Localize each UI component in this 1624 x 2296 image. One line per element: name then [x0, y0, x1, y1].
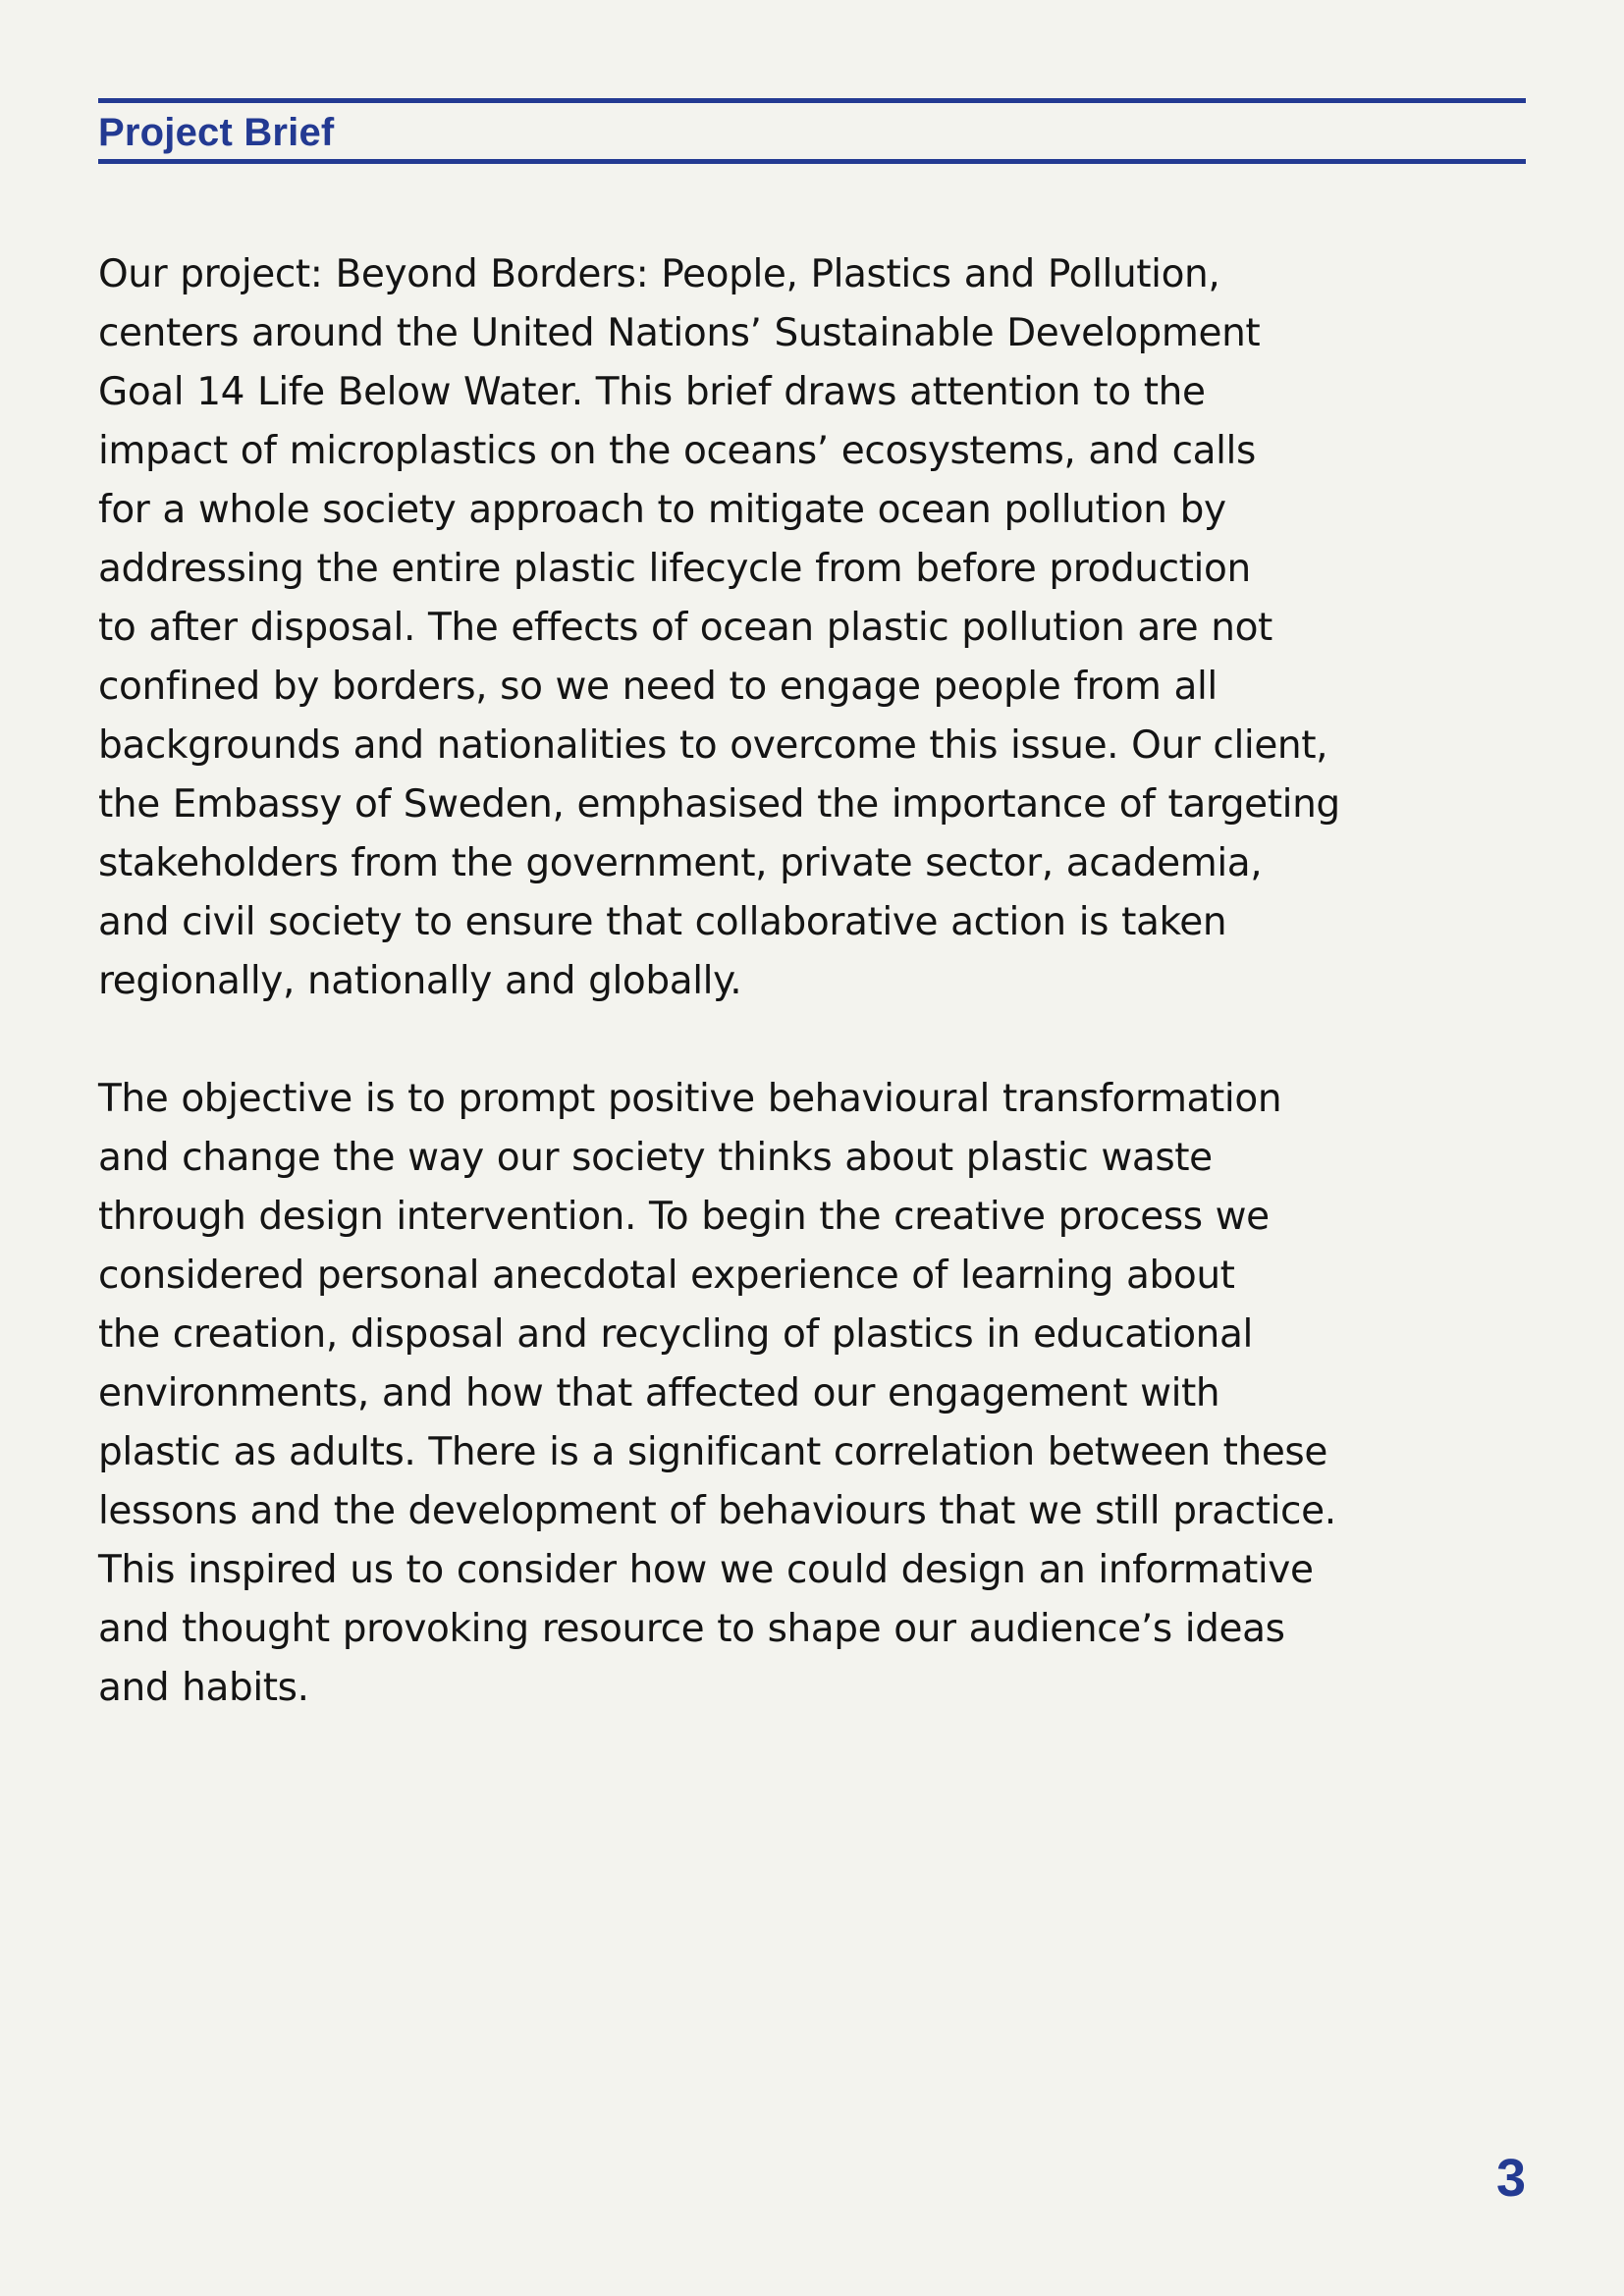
section-title: Project Brief — [98, 111, 335, 154]
header-rule-bottom — [98, 159, 1526, 164]
body-text — [98, 245, 1542, 1718]
paragraph-objective: The objective is to prompt positive behavioural transformation and change the way our society thinks about plastic waste through design intervention. To begin the creative process we considered personal anecdotal experience of learning about the creation, disposal and recycling of plastics in educational environments, and how that affected our engagement with plastic as adults. There is a significant correlation between these lessons and the development of behaviours that we still practice. This inspired us to consider how we could design an informative and thought provoking resource to shape our audience’s ideas and habits. — [98, 1077, 1336, 1710]
page-number: 3 — [1495, 2149, 1526, 2208]
paragraph-project-overview: Our project: Beyond Borders: People, Plastics and Pollution, centers around the United Nations’ Sustainable Development Goal 14 Life Below Water. This brief draws attention to the impact of microplastics on the oceans’ ecosystems, and calls for a whole society approach to mitigate ocean pollution by addressing the entire plastic lifecycle from before production to after disposal. The effects of ocean plastic pollution are not confined by borders, so we need to engage people from all backgrounds and nationalities to overcome this issue. Our client, the Embassy of Sweden, emphasised the importance of targeting stakeholders from the government, private sector, academia, and civil society to ensure that collaborative action is taken regionally, nationally and globally. — [98, 252, 1340, 1003]
header-rule-top — [98, 98, 1526, 103]
